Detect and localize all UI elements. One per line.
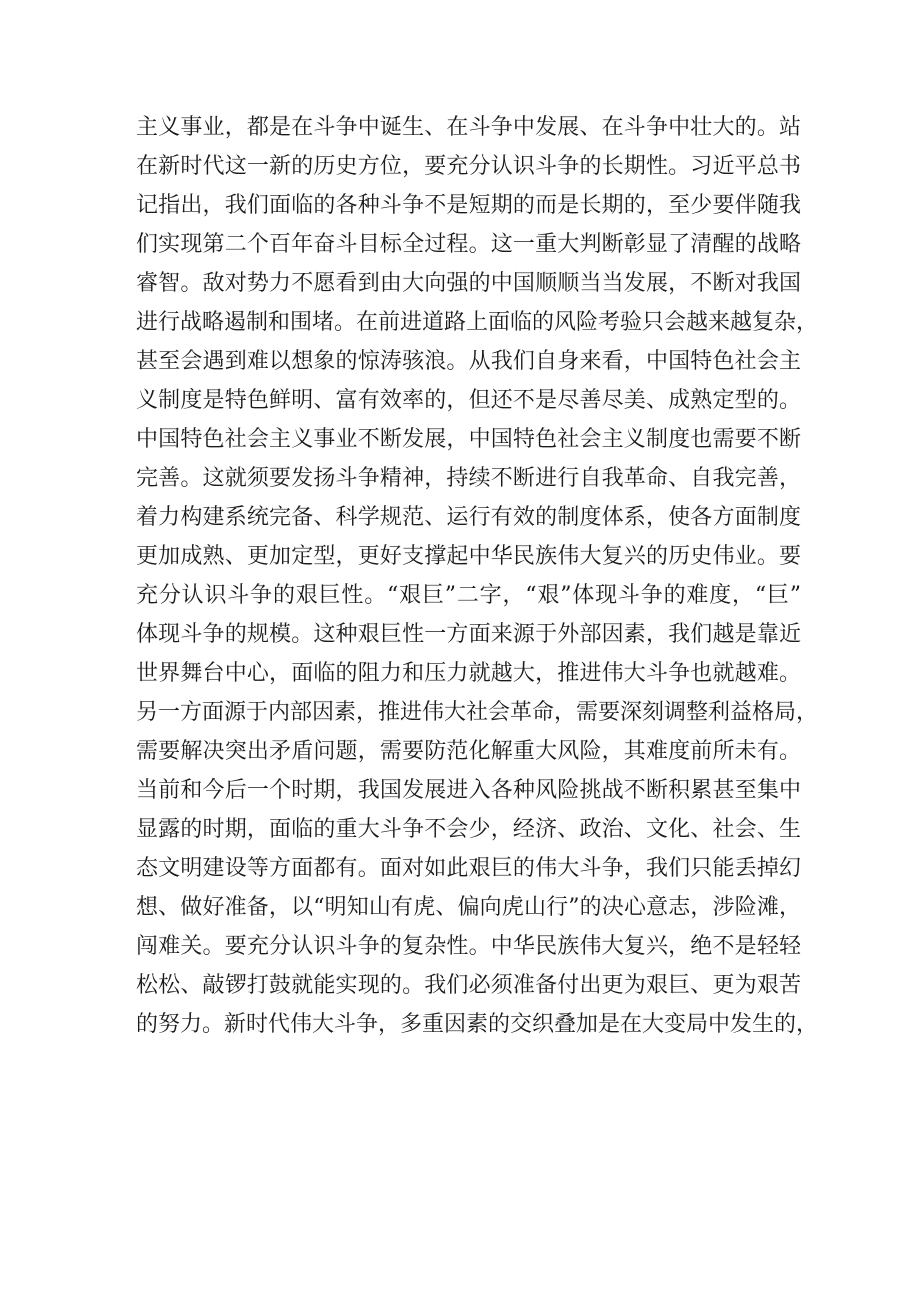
text-line: 着力构建系统完备、科学规范、运行有效的制度体系，使各方面制度: [136, 505, 801, 530]
text-line: 主义事业，都是在斗争中诞生、在斗争中发展、在斗争中壮大的。站: [136, 115, 801, 140]
text-line: 义制度是特色鲜明、富有效率的，但还不是尽善尽美、成熟定型的。: [136, 388, 801, 413]
text-line: 睿智。敌对势力不愿看到由大向强的中国顺顺当当发展，不断对我国: [136, 271, 801, 296]
text-line: 另一方面源于内部因素，推进伟大社会革命，需要深刻调整利益格局，: [136, 700, 819, 725]
text-line: 需要解决突出矛盾问题，需要防范化解重大风险，其难度前所未有。: [136, 739, 801, 764]
text-line: 松松、敲锣打鼓就能实现的。我们必须准备付出更为艰巨、更为艰苦: [136, 973, 801, 998]
text-line: 当前和今后一个时期，我国发展进入各种风险挑战不断积累甚至集中: [136, 778, 801, 803]
text-line: 记指出，我们面临的各种斗争不是短期的而是长期的，至少要伴随我: [136, 193, 801, 218]
text-line: 甚至会遇到难以想象的惊涛骇浪。从我们自身来看，中国特色社会主: [136, 349, 801, 374]
text-line: 进行战略遏制和围堵。在前进道路上面临的风险考验只会越来越复杂，: [136, 310, 819, 335]
text-line: 更加成熟、更加定型，更好支撑起中华民族伟大复兴的历史伟业。要: [136, 544, 801, 569]
text-line: 态文明建设等方面都有。面对如此艰巨的伟大斗争，我们只能丢掉幻: [136, 856, 801, 881]
text-line: 在新时代这一新的历史方位，要充分认识斗争的长期性。习近平总书: [136, 154, 801, 179]
text-line: 世界舞台中心，面临的阻力和压力就越大，推进伟大斗争也就越难。: [136, 661, 801, 686]
text-line: 的努力。新时代伟大斗争，多重因素的交织叠加是在大变局中发生的，: [136, 1012, 819, 1037]
text-line: 显露的时期，面临的重大斗争不会少，经济、政治、文化、社会、生: [136, 817, 801, 842]
text-line: 完善。这就须要发扬斗争精神，持续不断进行自我革命、自我完善，: [136, 466, 801, 491]
text-line: 想、做好准备，以“明知山有虎、偏向虎山行”的决心意志，涉险滩，: [136, 895, 801, 920]
body-paragraph: [136, 108, 819, 1044]
text-line: 们实现第二个百年奋斗目标全过程。这一重大判断彰显了清醒的战略: [136, 232, 801, 257]
text-line: 体现斗争的规模。这种艰巨性一方面来源于外部因素，我们越是靠近: [136, 622, 801, 647]
text-line: 充分认识斗争的艰巨性。“艰巨”二字，“艰”体现斗争的难度，“巨”: [136, 583, 802, 608]
text-line: 中国特色社会主义事业不断发展，中国特色社会主义制度也需要不断: [136, 427, 801, 452]
text-line: 闯难关。要充分认识斗争的复杂性。中华民族伟大复兴，绝不是轻轻: [136, 934, 801, 959]
